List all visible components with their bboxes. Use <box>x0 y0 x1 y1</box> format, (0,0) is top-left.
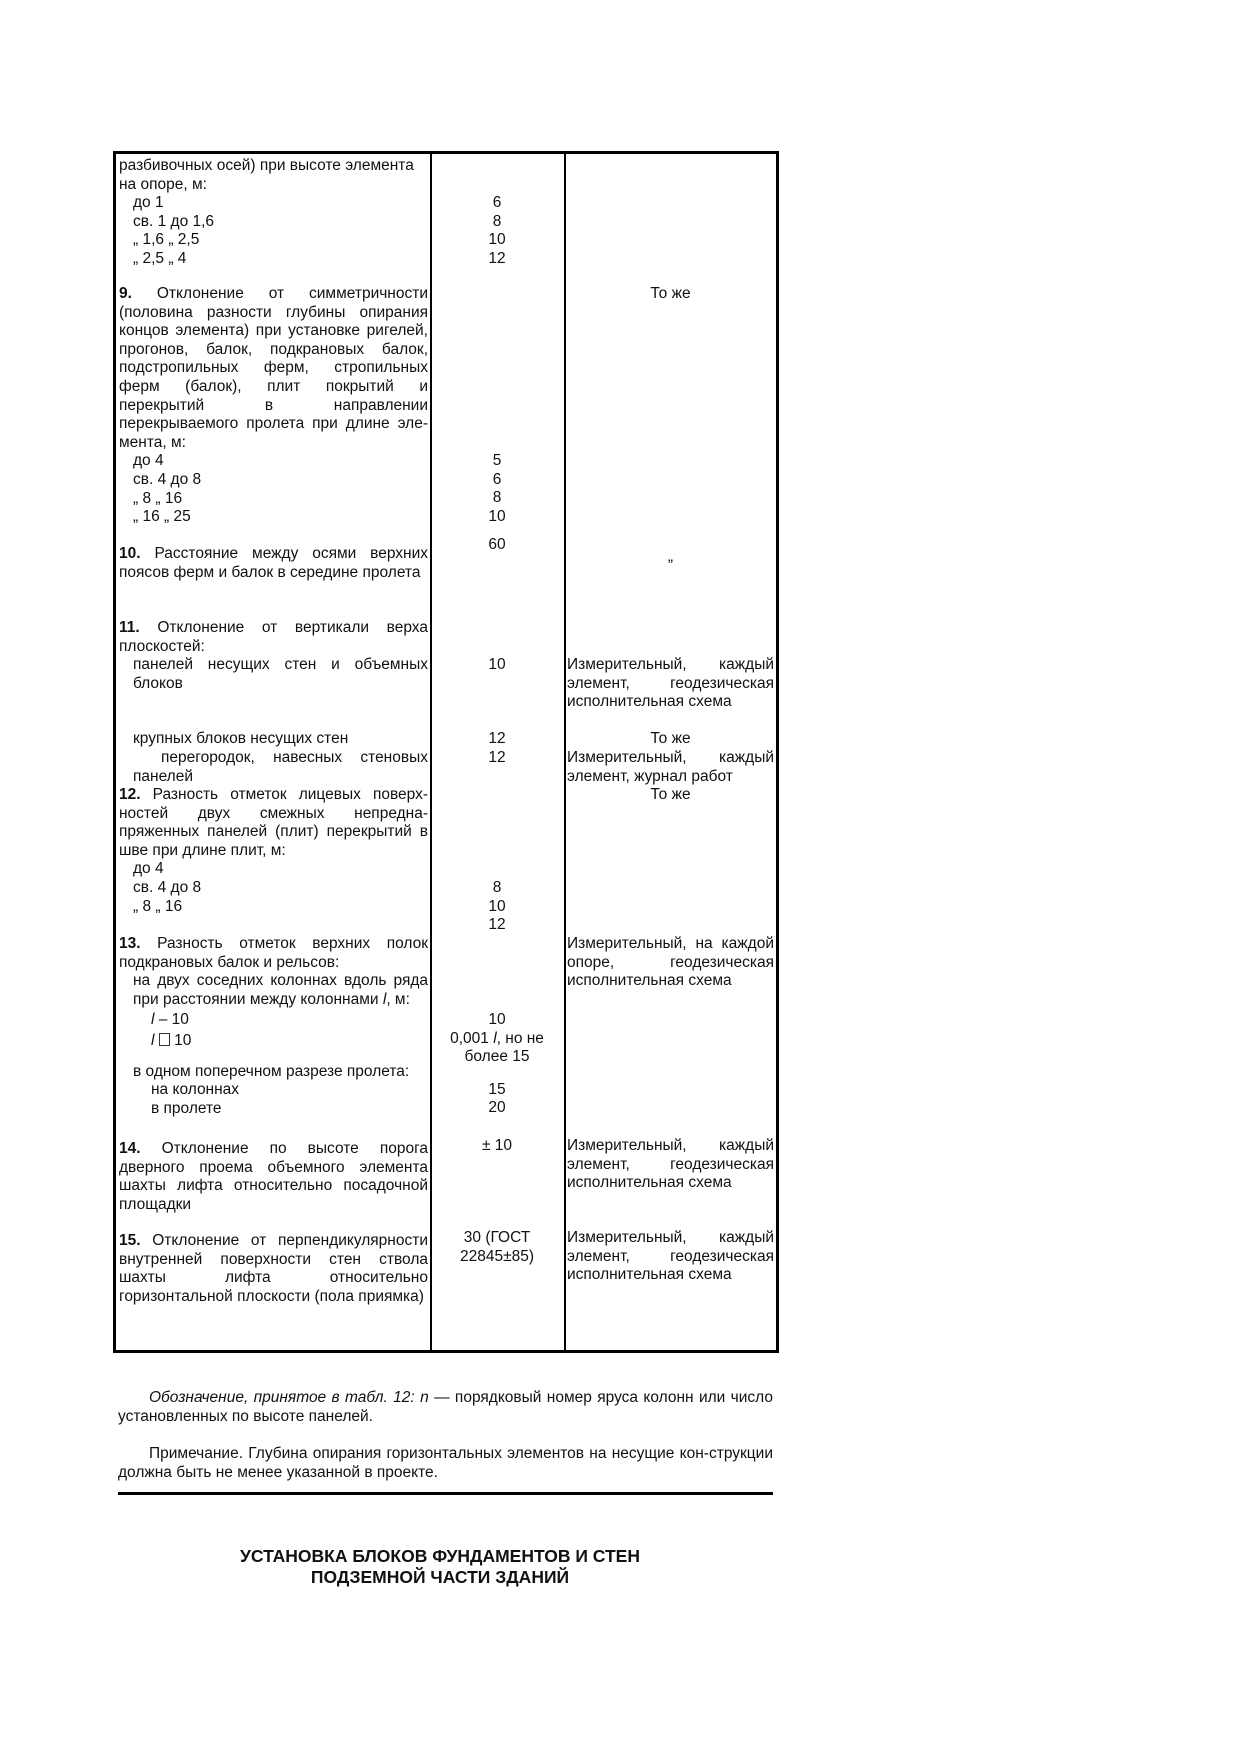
row-12-value: 10 <box>488 897 506 915</box>
remark-note <box>118 1445 773 1482</box>
row-9-value: 6 <box>492 470 502 488</box>
section-heading <box>140 1546 740 1588</box>
row-14-description <box>119 1140 428 1214</box>
row-8-item: св. 1 до 1,6 <box>133 212 215 230</box>
row-13-value: 15 <box>488 1080 506 1098</box>
row-10-control: „ <box>667 548 674 565</box>
row-number: 11. <box>119 619 140 636</box>
row-9-value: 5 <box>492 452 502 469</box>
row-12-text: Разность отметок лицевых поверх-ностей двух смежных непредна-пряженных панелей (плит) перекрытий в шве при длине плит, м: <box>119 786 428 859</box>
row-10-text: Расстояние между осями верхних поясов ферм и балок в середине пролета <box>119 545 428 581</box>
heading-line: УСТАНОВКА БЛОКОВ ФУНДАМЕНТОВ И СТЕН <box>239 1546 640 1566</box>
row-13-description <box>119 935 428 1118</box>
row-8-values <box>432 194 562 268</box>
row-13-sub-text-end: , м: <box>386 990 410 1008</box>
row-number: 13. <box>119 935 141 952</box>
row-11-item-label: перегородок, навесных стеновых панелей <box>133 749 428 785</box>
row-9-control: То же <box>650 285 691 302</box>
row-14-value: ± 10 <box>481 1137 513 1154</box>
variable-l: l <box>493 1029 497 1047</box>
row-8-description <box>119 157 428 269</box>
row-8-item: до 1 <box>133 194 164 212</box>
row-8-item: „ 2,5 „ 4 <box>133 249 187 267</box>
row-12-item: „ 8 „ 16 <box>133 897 183 915</box>
row-12-description <box>119 786 428 916</box>
row-9-value: 10 <box>488 507 506 525</box>
row-15-value: 30 (ГОСТ 22845±85) <box>459 1229 534 1265</box>
row-13-sub-text: на двух соседних колоннах вдоль ряда при расстоянии между колоннами <box>133 972 428 1008</box>
row-13-text: Разность отметок верхних полок подкрановых балок и рельсов: <box>119 935 428 971</box>
row-14-control: Измерительный, каждый элемент, геодезическая исполнительная схема <box>567 1137 774 1192</box>
row-11-description <box>119 619 428 656</box>
row-13-value: 10 <box>488 1011 506 1028</box>
row-12-values <box>432 879 562 935</box>
note-text: — порядковый номер яруса колонн или число установленных по высоте панелей. <box>118 1389 774 1425</box>
variable-l: l <box>382 990 387 1008</box>
row-9-item: до 4 <box>133 452 164 470</box>
row-9-item: „ 16 „ 25 <box>133 508 191 526</box>
variable-l: l <box>151 1011 155 1029</box>
greater-than-icon <box>159 1033 170 1046</box>
note-italic: Обозначение, принятое в табл. 12: <box>149 1389 415 1406</box>
row-8-desc-line: разбивочных осей) при высоте элемента <box>119 157 414 174</box>
row-number: 14. <box>119 1140 141 1157</box>
row-9-item: „ 8 „ 16 <box>133 489 183 507</box>
row-14-text: Отклонение по высоте порога дверного проема объемного элемента шахты лифта относительно посадочной площадки <box>119 1140 429 1213</box>
row-8-value: 12 <box>488 249 506 267</box>
row-11-item-value: 10 <box>488 656 506 673</box>
row-11-item-label: панелей несущих стен и объемных блоков <box>133 656 428 692</box>
row-11-item-value: 12 <box>488 730 506 747</box>
variable-n: n <box>414 1389 429 1406</box>
row-13-values <box>432 1011 562 1118</box>
row-9-description <box>119 285 428 527</box>
note-text: Примечание. Глубина опирания горизонтальных элементов на несущие кон-струкции должна быть не менее указанной в проекте. <box>118 1445 773 1481</box>
row-9-item: св. 4 до 8 <box>133 470 202 488</box>
row-12-item: св. 4 до 8 <box>133 878 202 896</box>
row-9-text: Отклонение от симметричности (половина разности глубины опирания концов элемента) при установке ригелей, прогонов, балок, подкрановых балок, подстропильных ферм, стропильных ферм (балок), плит покрытий и перекрытий в направлении перекрываемого пролета при длине эле-мента, м: <box>119 285 428 451</box>
row-13-control: Измерительный, на каждой опоре, геодезическая исполнительная схема <box>567 935 774 990</box>
row-13-condition: 10 <box>169 1031 192 1049</box>
row-11-item-value: 12 <box>488 749 506 766</box>
row-11-item <box>119 656 428 693</box>
row-8-item: „ 1,6 „ 2,5 <box>133 231 200 249</box>
row-13-condition: – 10 <box>154 1011 189 1029</box>
row-12-value: 12 <box>488 916 506 934</box>
row-number: 15. <box>119 1232 141 1249</box>
row-number: 10. <box>119 545 141 562</box>
heading-line: ПОДЗЕМНОЙ ЧАСТИ ЗДАНИЙ <box>310 1567 570 1587</box>
column-divider <box>564 154 566 1350</box>
row-15-text: Отклонение от перпендикулярности внутренней поверхности стен ствола шахты лифта относительно горизонтальной плоскости (пола приямка) <box>119 1232 428 1305</box>
row-8-value: 10 <box>488 231 506 249</box>
tolerance-table <box>113 151 779 1353</box>
row-12-control: То же <box>650 786 691 803</box>
designation-note <box>118 1389 773 1426</box>
horizontal-rule <box>118 1492 773 1495</box>
row-13-value-part: 0,001 <box>450 1029 494 1047</box>
row-8-desc-line: на опоре, м: <box>119 175 207 193</box>
row-12-item: до 4 <box>133 860 164 878</box>
row-15-control: Измерительный, каждый элемент, геодезическая исполнительная схема <box>567 1229 774 1284</box>
row-13-sub2-text: в одном поперечном разрезе пролета: <box>133 1062 410 1080</box>
row-12-value: 8 <box>492 879 502 896</box>
row-11-item-control: То же <box>650 730 691 747</box>
row-9-value: 8 <box>492 489 502 507</box>
row-number: 12. <box>119 786 141 803</box>
row-8-value: 8 <box>492 212 502 230</box>
row-15-description <box>119 1232 428 1306</box>
row-11-item <box>119 730 428 749</box>
row-number: 9. <box>119 285 132 302</box>
row-8-value: 6 <box>492 194 502 211</box>
row-11-item <box>119 749 428 786</box>
row-13-sub2-item: на колоннах <box>151 1081 240 1099</box>
row-9-values <box>432 452 562 526</box>
row-13-value-part: , но не более 15 <box>464 1029 544 1066</box>
row-13-value: 20 <box>488 1099 506 1117</box>
variable-l: l <box>151 1031 155 1049</box>
row-10-description <box>119 545 428 582</box>
row-11-item-label: крупных блоков несущих стен <box>133 730 349 747</box>
row-13-sub2-item: в пролете <box>151 1099 222 1117</box>
row-11-item-control: Измерительный, каждый элемент, журнал работ <box>567 749 774 785</box>
row-11-item-control: Измерительный, каждый элемент, геодезическая исполнительная схема <box>567 656 774 711</box>
row-10-value: 60 <box>488 536 506 553</box>
row-11-text: Отклонение от вертикали верха плоскостей: <box>119 619 428 655</box>
